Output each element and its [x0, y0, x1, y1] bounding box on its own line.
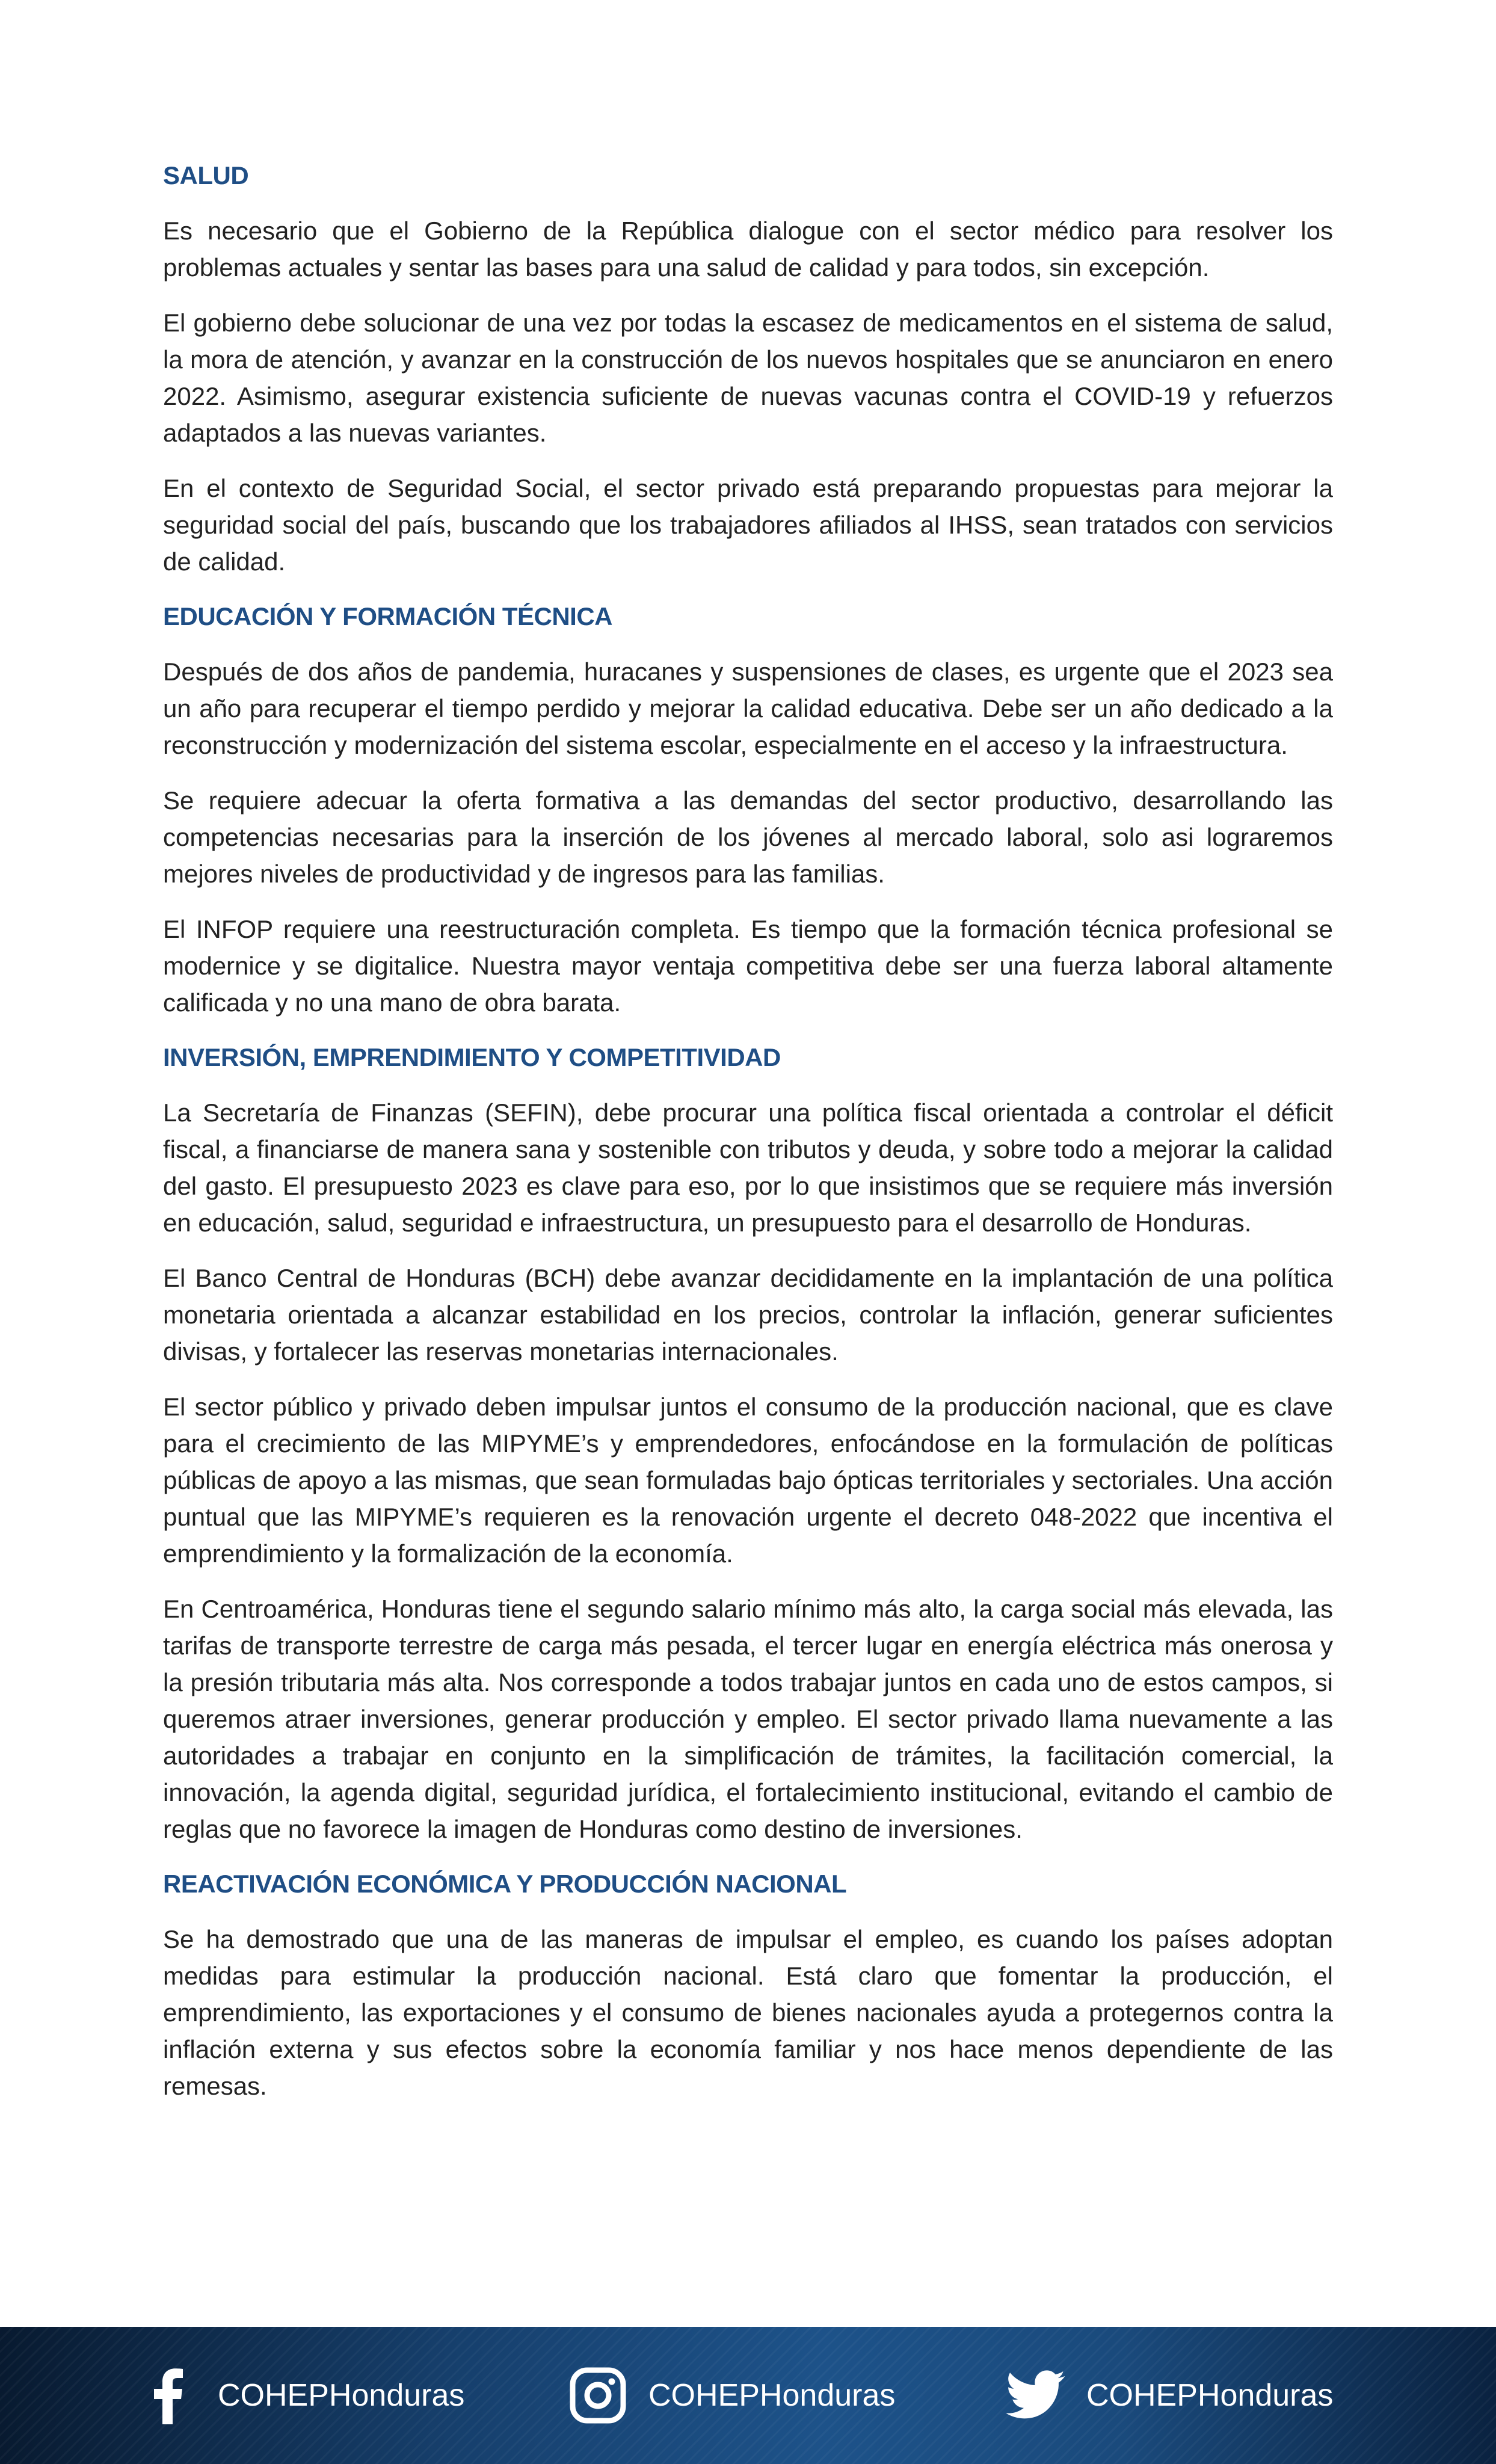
instagram-handle: COHEPHonduras: [648, 2378, 896, 2413]
paragraph: La Secretaría de Finanzas (SEFIN), debe procurar una política fiscal orientada a controlar el déficit fiscal, a financiarse de manera sana y sostenible con tributos y deuda, y sobre todo a mejorar la calidad del gasto. El presupuesto 2023 es clave para eso, por lo que insistimos que se requiere más inversión en educación, salud, seguridad e infraestructura, un presupuesto para el desarrollo de Honduras.: [163, 1098, 1333, 1237]
twitter-handle: COHEPHonduras: [1086, 2378, 1334, 2413]
facebook-link[interactable]: [137, 2327, 464, 2464]
instagram-link[interactable]: [568, 2327, 895, 2464]
paragraph: En Centroamérica, Honduras tiene el segundo salario mínimo más alto, la carga social más elevada, las tarifas de transporte terrestre de carga más pesada, el tercer lugar en energía eléctrica más onerosa y la presión tributaria más alta. Nos corresponde a todos trabajar juntos en cada uno de estos campos, si queremos atraer inversiones, generar producción y empleo. El sector privado llama nuevamente a las autoridades a trabajar en conjunto en la simplificación de trámites, la facilitación comercial, la innovación, la agenda digital, seguridad jurídica, el fortalecimiento institucional, evitando el cambio de reglas que no favorece la imagen de Honduras como destino de inversiones.: [163, 1595, 1333, 1843]
section-heading: EDUCACIÓN Y FORMACIÓN TÉCNICA: [163, 602, 612, 630]
section-reactivacion: [163, 1866, 1333, 2104]
section-inversion: [163, 1040, 1333, 1847]
paragraph: Es necesario que el Gobierno de la República dialogue con el sector médico para resolver los problemas actuales y sentar las bases para una salud de calidad y para todos, sin excepción.: [163, 217, 1333, 282]
paragraph: En el contexto de Seguridad Social, el sector privado está preparando propuestas para mejorar la seguridad social del país, buscando que los trabajadores afiliados al IHSS, sean tratados con servicios de calidad.: [163, 474, 1333, 576]
paragraph: El sector público y privado deben impulsar juntos el consumo de la producción nacional, que es clave para el crecimiento de las MIPYME’s y emprendedores, enfocándose en la formulación de políticas públicas de apoyo a las mismas, que sean formuladas bajo ópticas territoriales y sectoriales. Una acción puntual que las MIPYME’s requieren es la renovación urgente el decreto 048-2022 que incentiva el emprendimiento y la formalización de la economía.: [163, 1393, 1333, 1568]
paragraph: El gobierno debe solucionar de una vez por todas la escasez de medicamentos en el sistema de salud, la mora de atención, y avanzar en la construcción de los nuevos hospitales que se anunciaron en enero 2022. Asimismo, asegurar existencia suficiente de nuevas vacunas contra el COVID-19 y refuerzos adaptados a las nuevas variantes.: [163, 309, 1333, 447]
paragraph: El INFOP requiere una reestructuración completa. Es tiempo que la formación técnica profesional se modernice y se digitalice. Nuestra mayor ventaja competitiva debe ser una fuerza laboral altamente calificada y no una mano de obra barata.: [163, 915, 1333, 1017]
section-salud: [163, 158, 1333, 580]
section-heading: REACTIVACIÓN ECONÓMICA Y PRODUCCIÓN NACIONAL: [163, 1870, 847, 1898]
section-heading: INVERSIÓN, EMPRENDIMIENTO Y COMPETITIVIDAD: [163, 1043, 781, 1071]
paragraph: El Banco Central de Honduras (BCH) debe avanzar decididamente en la implantación de una política monetaria orientada a alcanzar estabilidad en los precios, controlar la inflación, generar suficientes divisas, y fortalecer las reservas monetarias internacionales.: [163, 1264, 1333, 1366]
section-educacion: [163, 599, 1333, 1021]
twitter-icon: [1006, 2365, 1066, 2426]
document-body: [163, 158, 1333, 2104]
twitter-link[interactable]: [1006, 2327, 1333, 2464]
facebook-icon: [137, 2365, 197, 2426]
instagram-icon: [568, 2365, 628, 2426]
section-heading: SALUD: [163, 161, 249, 189]
paragraph: Se ha demostrado que una de las maneras de impulsar el empleo, es cuando los países adoptan medidas para estimular la producción nacional. Está claro que fomentar la producción, el emprendimiento, las exportaciones y el consumo de bienes nacionales ayuda a protegernos contra la inflación externa y sus efectos sobre la economía familiar y nos hace menos dependiente de las remesas.: [163, 1925, 1333, 2100]
facebook-handle: COHEPHonduras: [218, 2378, 465, 2413]
paragraph: Se requiere adecuar la oferta formativa a las demandas del sector productivo, desarrollando las competencias necesarias para la inserción de los jóvenes al mercado laboral, solo asi lograremos mejores niveles de productividad y de ingresos para las familias.: [163, 786, 1333, 888]
paragraph: Después de dos años de pandemia, huracanes y suspensiones de clases, es urgente que el 2023 sea un año para recuperar el tiempo perdido y mejorar la calidad educativa. Debe ser un año dedicado a la reconstrucción y modernización del sistema escolar, especialmente en el acceso y la infraestructura.: [163, 658, 1333, 759]
social-footer: [0, 2327, 1496, 2464]
